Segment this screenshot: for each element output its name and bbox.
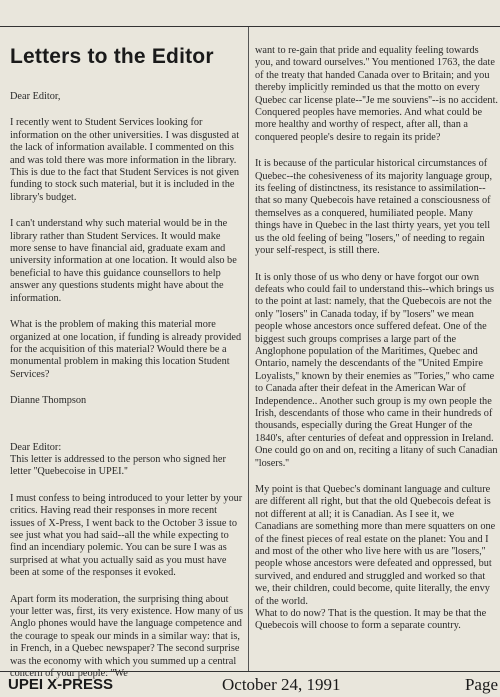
letter1-paragraph-3: What is the problem of making this material more organized at one location, if funding is already provided for the acquisition of this material? Would there be a monumental problem in making this location Student Services? bbox=[10, 319, 242, 380]
letter2-paragraph-8: What to do now? That is the question. It may be that the Quebecois will choose to form a separate country. bbox=[255, 608, 487, 632]
salutation-1: Dear Editor, bbox=[10, 91, 61, 102]
letter2-paragraph-1: This letter is addressed to the person who signed her letter ''Quebecoise in UPEI.'' bbox=[10, 453, 226, 478]
page-footer bbox=[0, 672, 500, 697]
headline: Letters to the Editor bbox=[10, 45, 214, 68]
letter1-paragraph-2: I can't understand why such material would be in the library rather than Student Services. It would make more sense to have financial aid, graduate exam and university information at one location. It would also be beneficial to have this guidance counsellors to help answer any questions students might have about the information. bbox=[10, 218, 237, 304]
publication-name: UPEI X-PRESS bbox=[8, 676, 114, 693]
column-divider bbox=[248, 27, 249, 671]
letter2-paragraph-4: want to re-gain that pride and equality feeling towards you, and toward ourselves.'' You mentioned 1763, the date of the treaty that handed Canada over to Britain; and you thereby implicitly reminded us that the motto on every Quebec car license plate--''Je me souviens''--is no accident. Conquered peoples have memories. And what could be more healthy and worthy of respect, after all, than a conquered people's desire to regain its pride? bbox=[255, 45, 499, 143]
salutation-2: Dear Editor: bbox=[10, 441, 62, 453]
letter2-paragraph-6: It is only those of us who deny or have forgot our own defeats who could fail to understand this--which brings us to the point at last: namely, that the Quebecois are not the only ''losers'' in Canada today, if by ''losers'' we mean people whose ancestors once suffered defeat. One of the biggest such groups comprises a large part of the Anglophone population of the Maritimes, Quebec and Ontario, namely the descendants of the ''United Empire Loyalists,'' known by their enemies as ''Tories,'' who came to Canada after their defeat in the American War of Independence.. Another such group is my own people the Irish, descendants of those who came in their hundreds of thousands, especially during the Great Hunger of the 1840's, after centuries of defeat and oppression in Ireland. One could go on and on, reciting a litany of such Canadian ''losers.'' bbox=[255, 271, 498, 469]
letter1-paragraph-1: I recently went to Student Services looking for information on the other universities. I was disgusted at the lack of information available. I commented on this and was told there was more information in the library. This is due to the fact that Student Services is not given funding to stock such material, but it is included in the library's budget. bbox=[10, 117, 240, 203]
letter2-paragraph-5: It is because of the particular historical circumstances of Quebec--the cohesiveness of its majority language group, its feeling of distinctness, its resistance to assimilation--that so many Quebecois have retained a consciousness of themselves as a conquered, humiliated people. Many things have in Quebec in the last thirty years, yet you tell us the old feeling of being ''losers,'' of needing to regain your self-respect, is still there. bbox=[255, 158, 493, 257]
issue-date: October 24, 1991 bbox=[222, 675, 341, 694]
page-label: Page bbox=[464, 675, 498, 694]
letter2-paragraph-7: My point is that Quebec's dominant language and culture are different all right, but that the old Quebecois defeat is not different at all; it is Canadian. As I see it, we Canadians are something more than mere squatters on one of the finest pieces of real estate on the planet: You and I and most of the other who live here with us are ''losers,'' people whose ancestors were defeated and oppressed, but survived, and endured and struggled and worked so that we, their children, could become, quite literally, the envy of the world. bbox=[255, 484, 496, 607]
left-column bbox=[10, 27, 244, 680]
letter2-paragraph-2: I must confess to being introduced to your letter by your critics. Having read their responses in more recent issues of X-Press, I went back to the October 3 issue to see just what you had said--all the while expecting to find an incendiary polemic. You can be sure I was as surprised at what you actually said as you must have been at some of the responses it evoked. bbox=[10, 492, 243, 579]
right-column bbox=[255, 27, 498, 669]
signature-1: Dianne Thompson bbox=[10, 395, 87, 407]
letter2-paragraph-3: Apart form its moderation, the surprising thing about your letter was, first, its very existence. How many of us Anglo phones would have the language competence and the courage to speak our minds in a similar way: that is, in French, in a Quebec newspaper? The second surprise was the economy with which you summed up a central concern of your people: ''We bbox=[10, 593, 244, 680]
